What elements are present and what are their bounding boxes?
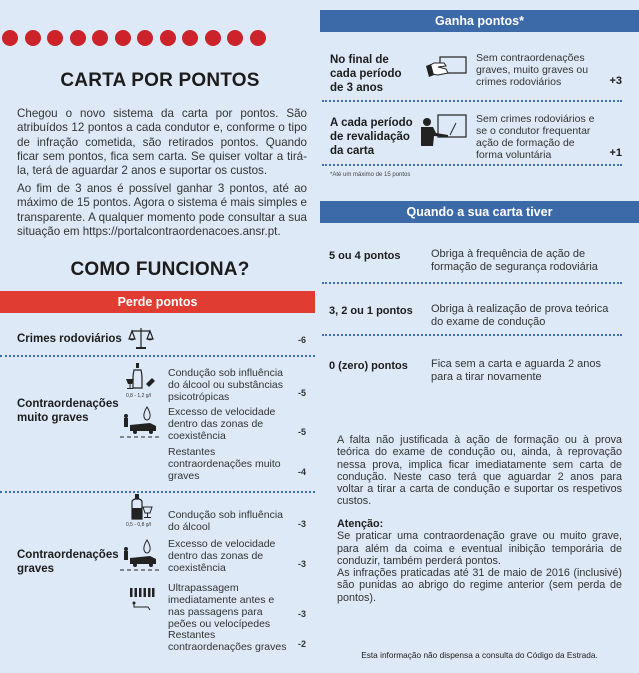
gain-row-label: A cada período de revalidação da carta <box>330 117 413 157</box>
serious-item-points: -3 <box>297 559 306 569</box>
how-it-works-title: COMO FUNCIONA? <box>70 259 250 280</box>
dot <box>205 30 221 46</box>
state-label: 3, 2 ou 1 pontos <box>329 305 413 317</box>
serious-item-text: Restantes contraordenações graves <box>168 629 287 653</box>
divider <box>322 282 622 284</box>
dot <box>2 30 18 46</box>
serious-item-text: Condução sob influência do álcool <box>168 509 283 533</box>
state-desc: Fica sem a carta e aguarda 2 anos para a tirar novamente <box>431 358 601 383</box>
attention-block <box>337 518 622 604</box>
dot <box>70 30 86 46</box>
serious-item-points: -2 <box>297 639 306 649</box>
attention-title: Atenção: <box>337 518 384 530</box>
intro-paragraph-2: Ao fim de 3 anos é possível ganhar 3 pontos, até ao máximo de 15 pontos. Agora o sistema é mais simples e transparente. A qualquer momento pode consultar a sua situação em https://portalcontraordenacoes.ansr.pt. <box>17 182 307 238</box>
state-desc: Obriga à realização de prova teórica do exame de condução <box>431 303 609 328</box>
gain-footnote: *Até um máximo de 15 pontos <box>330 172 411 178</box>
dot <box>250 30 266 46</box>
gain-row-label: No final de cada período de 3 anos <box>330 54 402 94</box>
teacher-icon <box>420 113 468 151</box>
serious-item-text: Ultrapassagem imediatamente antes e nas passagens para peões ou velocípedes <box>168 582 275 630</box>
serious-item-text: Excesso de velocidade dentro das zonas de coexistência <box>168 538 276 574</box>
dot <box>137 30 153 46</box>
license-card-icon <box>424 55 468 85</box>
when-card-has-banner: Quando a sua carta tiver <box>320 201 639 223</box>
dot <box>227 30 243 46</box>
gain-points-banner: Ganha pontos* <box>320 10 639 32</box>
divider <box>322 334 622 336</box>
dose-label: 0,8 - 1,2 g/l <box>126 393 152 399</box>
intro-paragraph-1: Chegou o novo sistema da carta por pontos. São atribuídos 12 pontos a cada condutor e, conforme o tipo de infração cometida, são retirados pontos. Quando ficar sem pontos, fica sem carta. Se quiser voltar a tirá-la, terá de aguardar 2 anos e suportar os custos. <box>17 107 307 178</box>
gain-row-points: +3 <box>609 75 622 87</box>
speed-zone-icon <box>120 405 162 443</box>
serious-item-points: -3 <box>297 519 306 529</box>
crimes-points: -6 <box>297 335 306 345</box>
attention-line: Se praticar uma contraordenação grave ou muito grave, para além da coima e eventual inibição temporária de conduzir, também perderá pontos. <box>337 530 622 567</box>
very-serious-label: Contraordenações muito graves <box>17 398 119 424</box>
dot <box>115 30 131 46</box>
speed-zone-icon <box>120 538 162 576</box>
serious-label: Contraordenações graves <box>17 549 119 575</box>
serious-item-points: -3 <box>297 609 306 619</box>
very-serious-item-text: Restantes contraordenações muito graves <box>168 446 281 482</box>
dot <box>182 30 198 46</box>
very-serious-item-text: Excesso de velocidade dentro das zonas de coexistência <box>168 406 276 442</box>
divider <box>322 164 622 166</box>
page-title: CARTA POR PONTOS <box>60 70 260 91</box>
very-serious-item-points: -5 <box>297 388 306 398</box>
dose-label: 0,5 - 0,8 g/l <box>126 522 152 528</box>
gain-row-points: +1 <box>609 147 622 159</box>
lose-points-banner: Perde pontos <box>0 291 315 313</box>
very-serious-item-points: -4 <box>297 467 306 477</box>
divider <box>0 355 315 357</box>
state-desc: Obriga à frequência de ação de formação de segurança rodoviária <box>431 248 598 273</box>
very-serious-item-points: -5 <box>297 427 306 437</box>
red-dots-decoration <box>2 30 266 46</box>
gain-row-text: Sem contraordenações graves, muito graves ou crimes rodoviários <box>476 52 589 88</box>
divider <box>322 100 622 102</box>
dot <box>25 30 41 46</box>
crimes-label: Crimes rodoviários <box>17 333 122 345</box>
state-label: 5 ou 4 pontos <box>329 250 401 262</box>
state-label: 0 (zero) pontos <box>329 360 408 372</box>
scales-icon <box>128 326 154 354</box>
gain-row-text: Sem crimes rodoviários e se o condutor frequentar ação de formação de forma voluntária <box>476 113 595 161</box>
attention-line: As infrações praticadas até 31 de maio de 2016 (inclusivé) são punidas ao abrigo do regime anterior (sem perda de pontos). <box>337 567 622 604</box>
dot <box>47 30 63 46</box>
footer-disclaimer: Esta informação não dispensa a consulta do Código da Estrada. <box>361 650 598 660</box>
dot <box>160 30 176 46</box>
divider <box>0 491 315 493</box>
dot <box>92 30 108 46</box>
crosswalk-icon <box>129 586 155 616</box>
warning-paragraph: A falta não justificada à ação de formação ou à prova teórica do exame de condução ou, ainda, à reprovação nessa prova, implica ficar imediatamente sem carta de condução. Neste caso terá que aguardar 2 anos para voltar a tirar a carta de condução e suportar os respetivos custos. <box>337 434 622 508</box>
very-serious-item-text: Condução sob influência do álcool ou substâncias psicotrópicas <box>168 367 283 403</box>
